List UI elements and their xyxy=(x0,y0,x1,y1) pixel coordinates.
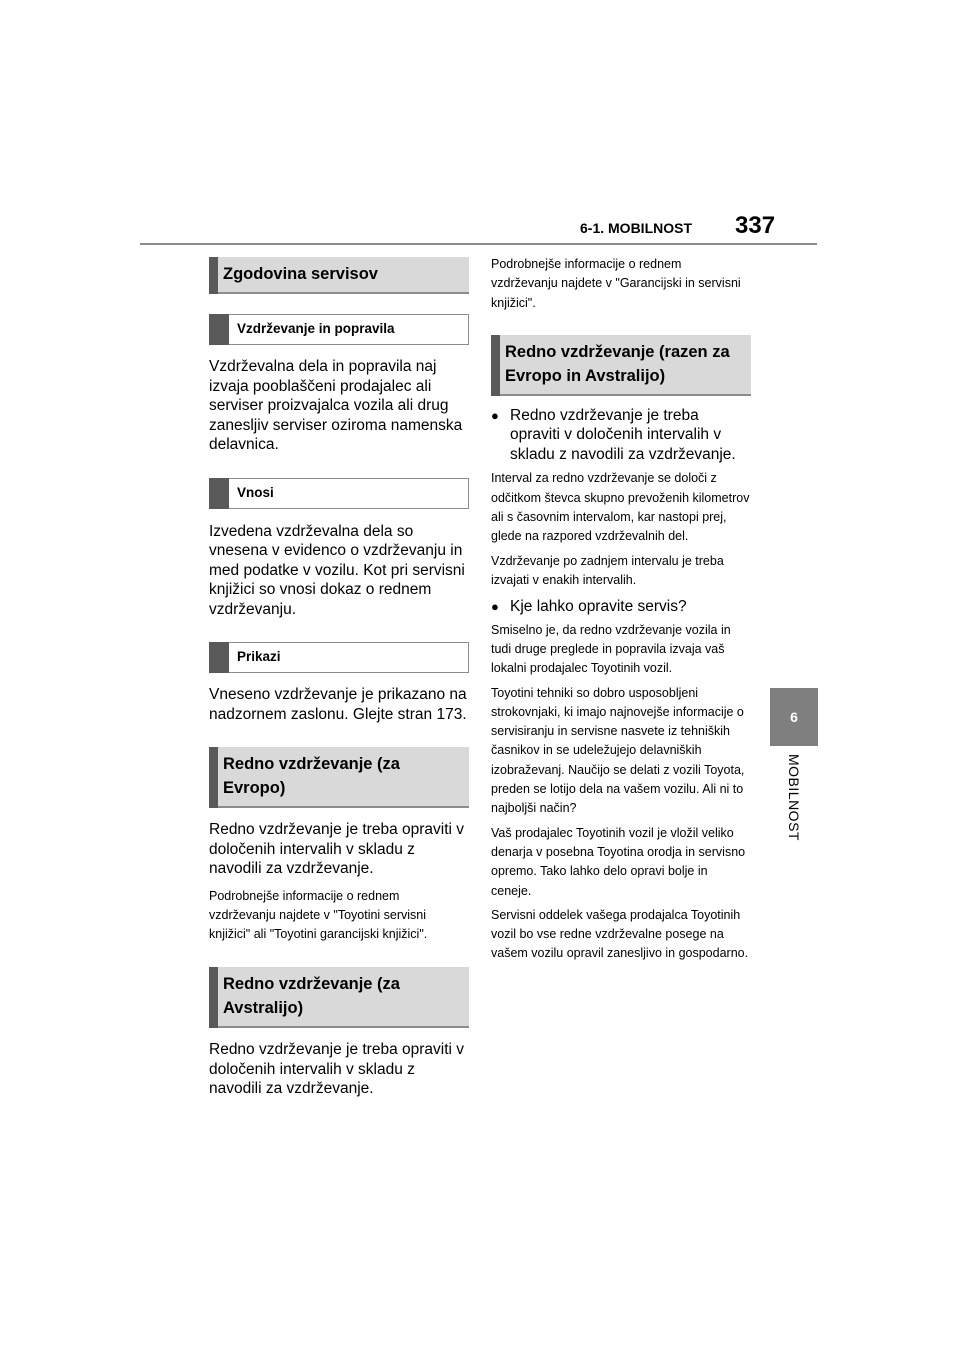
subheading-prikazi: Prikazi xyxy=(209,642,469,673)
paragraph-avstralija: Redno vzdrževanje je treba opraviti v določenih intervalih v skladu z navodili za vzdrževanje. xyxy=(209,1041,465,1098)
paragraph-garancijska-note: Podrobnejše informacije o rednem vzdrževanju najdete v "Garancijski in servisni knjižici". xyxy=(491,257,741,310)
page-number: 337 xyxy=(735,212,776,239)
right-column xyxy=(491,255,751,964)
paragraph-oddelek: Servisni oddelek vašega prodajalca Toyotinih vozil bo vse redne vzdrževalne posege na vašem vozilu opravil zanesljivo in gospodarno. xyxy=(491,907,749,961)
section-title: 6-1. MOBILNOST xyxy=(580,220,693,236)
heading-avstralija: Redno vzdrževanje (za Avstralijo) xyxy=(209,967,469,1028)
bullet-redno: ● Redno vzdrževanje je treba opraviti v določenih intervalih v skladu z navodili za vzdrževanje. xyxy=(491,406,751,465)
paragraph-evropa: Redno vzdrževanje je treba opraviti v določenih intervalih v skladu z navodili za vzdrževanje. xyxy=(209,821,465,877)
heading-zgodovina: Zgodovina servisov xyxy=(209,257,469,294)
paragraph-po-zadnjem: Vzdrževanje po zadnjem intervalu je treba izvajati v enakih intervalih. xyxy=(491,553,724,587)
subheading-vzdrzevanje: Vzdrževanje in popravila xyxy=(209,314,469,345)
paragraph-tehniki: Toyotini tehniki so dobro usposobljeni strokovnjaki, ki imajo najnovejše informacije o servisiranju in servisne nasvete iz tehniških časnikov in se udeležujejo delavniških izobraževanj. Naučijo se delati z vozili Toyota, preden se lotijo dela na vašem vozilu. Ali ni to najboljši način? xyxy=(491,685,745,816)
header-divider xyxy=(140,243,817,245)
paragraph-smiselno: Smiselno je, da redno vzdrževanje vozila in tudi druge preglede in popravila izvaja vaš lokalni prodajalec Toyotinih vozil. xyxy=(491,622,731,676)
bullet-kje: ● Kje lahko opravite servis? xyxy=(491,597,751,617)
chapter-tab xyxy=(770,688,818,746)
paragraph-vnosi: Izvedena vzdrževalna dela so vnesena v evidenco o vzdrževanju in med podatke v vozilu. Kot pri servisni knjižici so vnosi dokaz o rednem vzdrževanju. xyxy=(209,522,465,618)
paragraph-interval: Interval za redno vzdrževanje se določi z odčitkom števca skupno prevoženih kilometrov ali s časovnim intervalom, kar nastopi prej, glede na razpored vzdrževalnih del. xyxy=(491,471,750,544)
paragraph-evropa-note: Podrobnejše informacije o rednem vzdrževanju najdete v "Toyotini servisni knjižici" ali "Toyotini garancijski knjižici". xyxy=(209,888,428,942)
paragraph-vzdrzevanje: Vzdrževalna dela in popravila naj izvaja pooblaščeni prodajalec ali serviser proizvajalca vozila ali drug zanesljiv serviser oziroma namenska delavnica. xyxy=(209,358,463,453)
paragraph-prikazi: Vneseno vzdrževanje je prikazano na nadzornem zaslonu. Glejte stran 173. xyxy=(209,686,467,723)
chapter-side-label xyxy=(770,754,818,874)
heading-razen: Redno vzdrževanje (razen za Evropo in Avstralijo) xyxy=(491,335,751,396)
left-column xyxy=(209,255,469,1099)
heading-evropa: Redno vzdrževanje (za Evropo) xyxy=(209,747,469,808)
paragraph-prodajalec: Vaš prodajalec Toyotinih vozil je vložil veliko denarja v posebna Toyotina orodja in servisno opremo. Tako lahko delo opravi bolje in ceneje. xyxy=(491,825,746,898)
chapter-number: 6 xyxy=(790,709,798,725)
subheading-vnosi: Vnosi xyxy=(209,478,469,509)
chapter-label: MOBILNOST xyxy=(786,754,802,841)
